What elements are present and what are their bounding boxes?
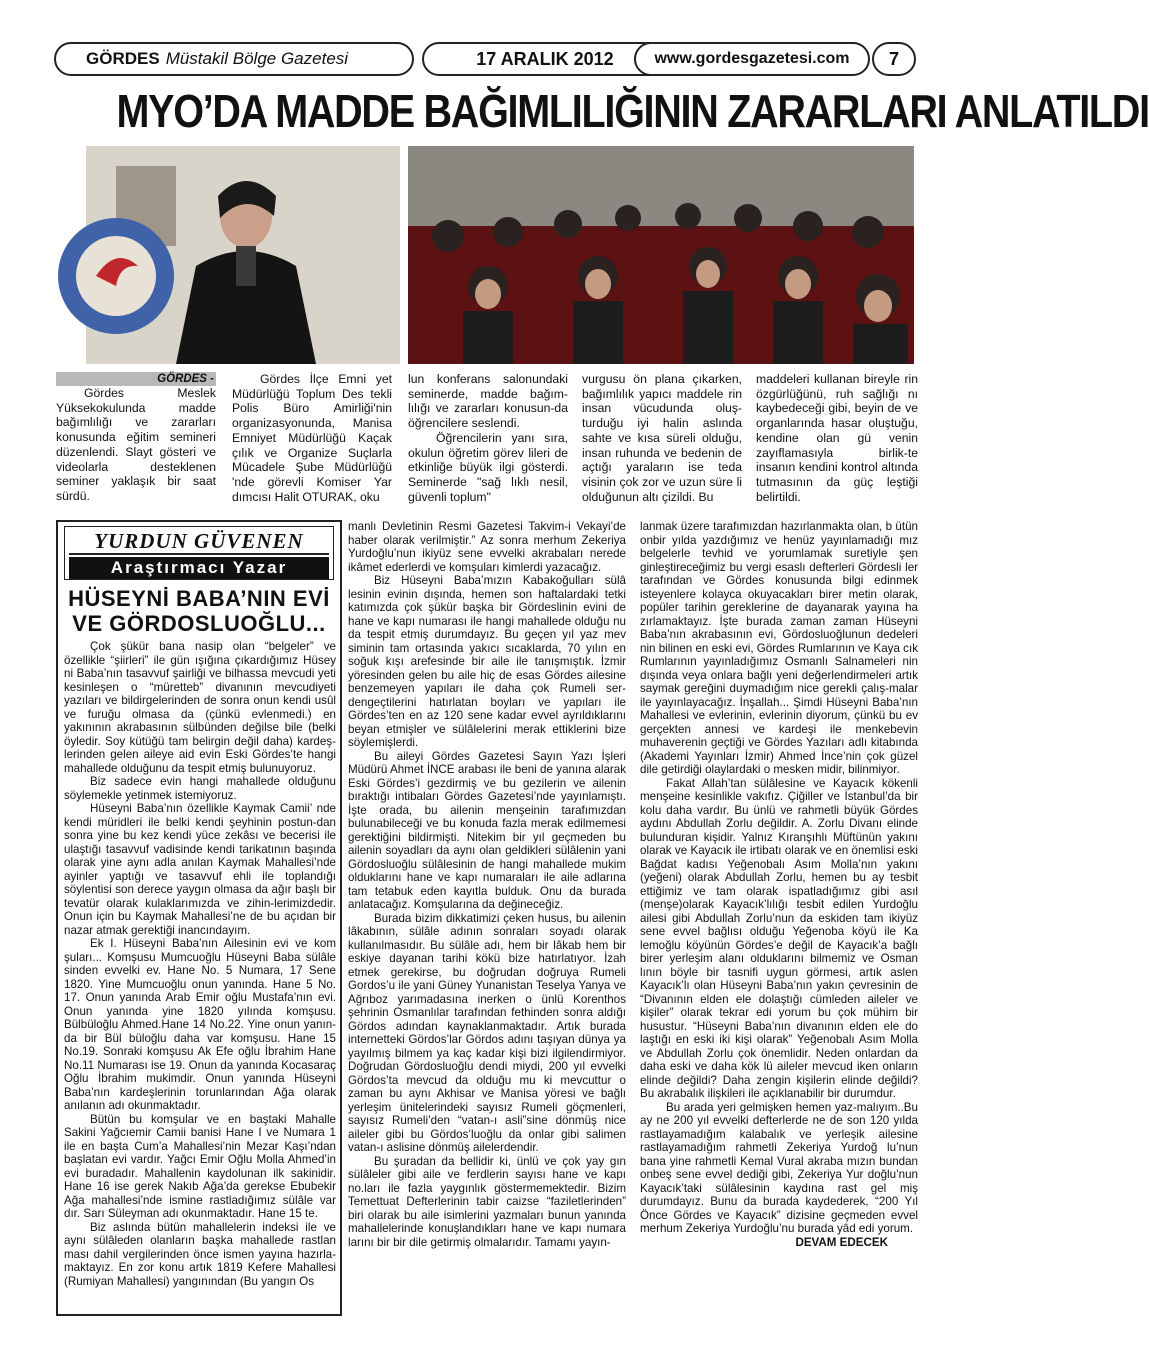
newspaper-subtitle: Müstakil Bölge Gazetesi <box>165 49 349 68</box>
paragraph: Bu arada yeri gelmişken hemen yaz-malıyım..Bu ay ne 200 yıl evvelki defterlerde ne de son 120 yılda rastlayamadığım kalabalık ve yerleşik ailesine rastlayamadığım rahmetli Zekeriya Yurdoğ lu’nun bana yine rahmetli Kemal Vural akraba mızın bundan onbeş sene evvel dediği gibi, Zekeriya Yur doğlu’nun Kayacık’taki sülâlesinin kaydına rast gel miş durumdayız. Bunu da burada kaydederek, “200 Yıl Önce Gördes ve Kayacık” dizisine geçmeden evvel merhum Zekeriya Yurdoğlu’nu burada yâd edi yorum. <box>640 1100 918 1235</box>
paragraph: Biz sadece evin hangi mahallede olduğunu söylemekle yetinmek istemiyoruz. <box>64 775 336 802</box>
audience-photo <box>408 146 914 364</box>
article2-col1 <box>64 640 336 1288</box>
paragraph: Çok şükür bana nasip olan “belgeler” ve özellikle “şiirleri” ile gün ışığına çıkardığımız Hüsey ni Baba’nın tasavvuf şairliği ve bilhassa mevcudi yeti kesinleşen o “müretteb” divanının mevcudiyeti yazıları ve bildirgelerinden de sonra onun kendi usûl ve furuğu olmasa da (çünkü evlenmedi.) en yakınının akrabasının sülbünden değilse bile (belki öyledir. Soy kütüğü tam belirgin değil daha) kardeş-lerinden gelen aileye aid evin Eski Gördes’te hangi mahallede olduğunu da tespit etmiş bulunuyoruz. <box>64 640 336 775</box>
article1-text: Gördes İlçe Emni yet Müdürlüğü Toplum Des tekli Polis Büro Amirliği'nin organizasyonunda, Manisa Emniyet Müdürlüğü Kaçak çılık ve Organize Suçlarla Mücadele Şube Müdürlüğü 'nde görevli Komiser Yar dımcısı Halit OTURAK, oku <box>232 372 392 504</box>
paragraph: Biz Hüseyni Baba’mızın Kabakoğulları sülâ lesinin evinin dışında, hemen son haftalardaki tetki katımızda çok şükür başka bir Gördeslinin evini de hane ve kapı numarası ile hangi mahallede olduğu nu da tespit etmiş durumdayız. Bu geçen yıl yaz mev siminin tam ortasında yakıcı sıcaklarda, 70 yılın en soğuk kışı arefesinde bir aile ile tanışmıştık. İzmir yöresinden gelen bu aile hiç de esas Gördes ailesine benzemeyen yapıları ile daha çok Rumeli ser-dengeçtilerini hatırlatan boyları ve yapıları ile Gördes’ten en az 120 sene kadar evvel ayrıldıklarını beyan etmişler ve sülâlelerini merak ettiklerini bize söylemişlerdi. <box>348 574 626 749</box>
paragraph: Bu aileyi Gördes Gazetesi Sayın Yazı İşleri Müdürü Ahmet İNCE arabası ile beni de yanına alarak Eski Gördes’i gezdirmiş ve bu gezilerin ve ailenin bıraktığı intibaları Gördes Gazetesi’nde yayınlamıştı. İşte orada, bu ailenin menşeinin tarafımızdan bulunabileceği ve bu konuda fazla merak edilmemesi gerektiğini bildirmişti. Nitekim bir yıl geçmeden bu ailenin soyadları da aynı olan geldikleri sülâlenin yani Gördosluoğlu sülâlesinin de hangi mahallede mukim olduklarını hane ve kapı numaraları ile aile adlarına tam tetabuk eden kayıtla bulduk. Onu da burada anlatacağız. Komşularına da değineceğiz. <box>348 749 626 911</box>
page-number: 7 <box>872 42 916 76</box>
article2-title: HÜSEYNİ BABA’NIN EVİ VE GÖRDOSLUOĞLU... <box>68 586 330 636</box>
location-tag: GÖRDES - <box>56 372 216 386</box>
article1-col2 <box>232 372 392 504</box>
paragraph: Ek I. Hüseyni Baba’nın Ailesinin evi ve kom şuları... Komşusu Mumcuoğlu Hüseyni Baba sülâle sinden evvelki ev. Hane No. 5 Numara, 17 Sene 1820. Yine Mumcuoğlu onun yanında. Hane 5 No. 17. Onun yanında Arab Emir oğlu Mustafa’nın evi. Onun yanında yine 1820 yılında komşusu. Bülbüloğlu Ahmed.Hane 14 No.22. Yine onun yanın-da bir Bül büloğlu daha var komşusu. Hane 15 No.19. Sonraki komşusu Ak Efe oğlu İbrahim Hane No.11 Numarası ise 19. Onun da yanında Kocasaraç Oğlu İbrahim mukimdir. Onun yanında Hüseyni Baba’nın kardeşlerinin torunlarından Ağa olarak anılanın adı okunmaktadır. <box>64 937 336 1112</box>
speaker-photo <box>86 146 400 364</box>
column-logo-name: YURDUN GÜVENEN <box>69 527 329 555</box>
paragraph: Burada bizim dikkatimizi çeken husus, bu ailenin lâkabının, sülâle adının sonraları soyadı olarak kullanılmasıdır. Bu sülâle adı, hem bir lâkab hem bir eskiye dayanan tarihi kökü bize hatırlatıyor. İzah etmek gerekirse, bu doğrudan doğruya Rumeli Gordos’u ile yani Güney Yunanistan Teselya Yanya ve Ağrıboz yarımadasına inerken o ünlü Korenthos şehrinin Osmanlılar tarafından fethinden sonra aldığı Gördos adından kaynaklanmaktadır. Artık burada internetteki Gördos’lar Gördos adını taşıyan dünya ya yayılmış bilmem ya kaç kadar kişi bizi ilgilendirmiyor. Doğrudan Gördosluoğlu dendi miydi, 200 yıl evvelki Gördos’ta mevcud da olduğu mu ki mevcuttur o zaman bu aynı Akhisar ve Manisa yöresi ve bağlı yerleşim ünitelerindeki sayısız Rumeli göçmenleri, sayısız Rumeli’den “vatan-ı asli”sine dönmüş nice aileler gibi bu Gördos’luoğlu da onlar gibi salimen vatan-ı aslisine dönmüş ailelerdendir. <box>348 911 626 1154</box>
newspaper-name <box>54 42 414 76</box>
article1-col5 <box>756 372 918 504</box>
article1-text: lun konferans salonundaki seminerde, madde bağım-lılığı ve zararları konusun-da öğrencilere seslendi. <box>408 372 568 431</box>
issue-date: 17 ARALIK 2012 <box>422 42 668 76</box>
paragraph: lanmak üzere tarafımızdan hazırlanmakta olan, b ütün onbir yılda yazdığımız ve henüz yayınlamadığı mız belgelerle tevhid ve yorumlamak suretiyle şen ginleştireceğimiz bu vergi esaslı defterleri Gördesli ler tarafından ve Gördes konusunda bilgi edinmek isteyenlere kolayca okuyacakları birer metin olarak, popüler tarihin gereklerine de dayanarak yayına ha zırlamaktayız. İşte burada zaman zaman Hüseyni Baba’nın akrabasının evi, Gördosluoğlunun dedeleri nin bilinen en eski evi, Gördes Rumlarının ve Kaya cık Rumlarının yayınladığımız Osmanlı Salnameleri nin dışında veya onlara bağlı yeni değerlendirmeleri artık saymak gereğini duymadığım nice gerekli çalış-malar ile yayınlayacağız. İnşallah... Şimdi Hüseyni Baba’nın Mahallesi ve evlerinin, evlerinin diyorum, çünkü bu ev gerçekten annesi ve kardeşi ile menkebevin muhaverenin geçtiği ve Gördes Yazıları adlı kitabında (Akademi Yayınları İzmir) Ahmed İnce’nin çok güzel dile getirdiği olaylardaki o mesken midir, bilinmiyor. <box>640 520 918 776</box>
column-logo <box>64 526 334 580</box>
paragraph: Fakat Allah’tan sülâlesine ve Kayacık kökenli menşeine kesinlikle vakıfız. Çiğiller ve İstanbul’da bir kolu daha vardır. Bu ünlü ve rahmetli büyük Gördes aydını Abdullah Zorlu değildir. A. Zorlu Divanı elinde bulunduran kişidir. Yalnız Kıranşıhlı Müftünün yakını olarak ve Kayacık ile irtibatı olarak ve en önemlisi eski Bağdat kadısı Yeğenobalı Asım Molla’nın yakını (yeğeni) olarak Abdullah Zorlu, hemen bu ay tesbit ettiğimiz ve tam olarak ispatladığımız gibi asıl (menşe)olarak Kayacık’lılığı tesbit edilen Yurdoğlu ailesi gibi Abdullah Zorlu’nun da eskiden tam ikiyüz sene evvel bağlısı olduğu Yeğenoba köyü ile Ka lemoğlu köyünün Gördes’e değil de Kayacık’a bağlı birer yerleşim alanı olduklarını bilmemiz ve Osman lının böyle bir tasnifi uygun görmesi, artık aslen Kayacık’lı olan Hüseyni Baba’nın yakın çevresinin de “Divanının elden ele dolaştığı cümleden aileler ve kişiler” olarak tekrar edi yorum bu çok mühim bir husustur. “Hüseyni Baba’nın divanının elden ele do laştığı en eski iki kişi olarak” Yeğenobalı Asım Molla ve Abdullah Zorlu çok önemlidir. Neden onlardan da daha eski ve daha kök lü aileler mevcud iken onların elinde değildi? Daha zengin kişilerin elinde değildi? Bu akrabalık ilişkileri ile açıklanabilir bir durumdur. <box>640 776 918 1100</box>
website-url[interactable]: www.gordesgazetesi.com <box>634 42 870 76</box>
article1-text: vurgusu ön plana çıkarken, bağımlılık yapıcı maddele rin insan vücudunda oluş-turduğu iyi halin aslında sahte ve kısa süreli olduğu, insan ruhunda ve bedenin de açtığı yaraların ise teda visinin çok zor ve uzun süre li olduğunun altı çizildi. Bu <box>582 372 742 504</box>
headline: MYO’DA MADDE BAĞIMLILIĞININ ZARARLARI ANLATILDI <box>116 85 1149 137</box>
continued-label: DEVAM EDECEK <box>795 1235 888 1249</box>
article1-col1 <box>56 372 216 504</box>
article1-text: maddeleri kullanan bireyle rin özgürlüğünü, ruh sağlığı nı kaybedeceği gibi, beyin de ve organlarında hasar oluştuğu, kendine olan gü venin zayıflamasıyla birlik-te insanın kendini kontrol altında tutmasının da güç leştiği belirtildi. <box>756 372 918 504</box>
article1-text: Gördes Meslek Yüksekokulunda madde bağımlılığı ve zararları konusunda eğitim semineri düzenlendi. Slayt gösteri ve videolarla desteklenen seminer yaklaşık bir saat sürdü. <box>56 386 216 503</box>
paragraph: Bütün bu komşular ve en baştaki Mahalle Sakini Yağcıemir Camii banisi Hane I ve Numara 1 ile en başta Cum’a Mahallesi’nin Mezar Kaşı’ndan başlatan evi vardır. Yağcı Emir Oğlu Molla Ahmed’in evi buradadır. Mahallenin kaydolunan ilk sakinidir. Hane 16 ise gerek Nakıb Ağa’da gerekse Ebubekir Ağa mahallesi’nde ismine rastladığımız sülâle var dır. Sarı Süleyman adı okunmaktadır. Hane 15 te. <box>64 1112 336 1220</box>
column-logo-role: Araştırmacı Yazar <box>69 557 329 579</box>
article1-col4 <box>582 372 742 504</box>
paragraph: Bu şuradan da bellidir ki, ünlü ve çok yay gın sülâleler gibi aile ve ferdlerin sayısı hane ve kapı no.ları ile fazla yaygınlık göstermemektedir. Bizim Temettuat Defterlerinin tabir caizse “faziletlerinden” biri olarak bu aile isimlerini yazmaları bunun yanında mahallelerinde konuşlandıkları hane ve kapı numara larını bir bir dile getirmiş olmalarıdır. Tamamı yayın- <box>348 1154 626 1249</box>
article2-col2 <box>348 520 626 1249</box>
page-header <box>54 42 916 76</box>
article1-text: Öğrencilerin yanı sıra, okulun öğretim görev lileri de etkinliğe büyük ilgi gösterdi. Seminerde "sağ lıklı nesil, güvenli toplum" <box>408 430 568 504</box>
paragraph: manlı Devletinin Resmi Gazetesi Takvim-i Vekayi’de haber olarak verilmiştir.” Az sonra merhum Zekeriya Yurdoğlu’nun ikiyüz sene evvelki akrabaları nerede ikâmet ederlerdi ve komşuları kimlerdi yazacağız. <box>348 520 626 574</box>
paragraph: Hüseyni Baba’nın özellikle Kaymak Camii’ nde kendi müridleri ile belki kendi şeyhinin postun-dan sonra yine bu kez kendi yüce zekâsı ve becerisi ile ulaştığı tasavvuf vadisinde kendi tarikatının başında olarak yine aynı adla anılan Kaymak Mahallesi’nde ayinler yaptığı ve tasavvuf ehli ile toplandığı söylentisi son derece yaygın olmasa da ağır başlı bir tevatür olarak kulaklarımızda ve zihin-lerimizdedir. Onun için bu Kaymak Mahallesi’ne de bu açıdan bir nazar atmak gerektiği inancındayım. <box>64 802 336 937</box>
article1-col3 <box>408 372 568 504</box>
paragraph: Biz aslında bütün mahallelerin indeksi ile ve aynı sülâleden olanların başka mahallede rastlan ması dahil vergilerinden önce ismen yayına hazırla-maktayız. En zor konu artık 1819 Kefere Mahallesi (Rumiyan Mahallesi) yangınından (Bu yangın Os <box>64 1220 336 1288</box>
article2-col3 <box>640 520 918 1249</box>
newspaper-brand: GÖRDES <box>86 49 160 68</box>
column-box <box>56 520 342 1316</box>
